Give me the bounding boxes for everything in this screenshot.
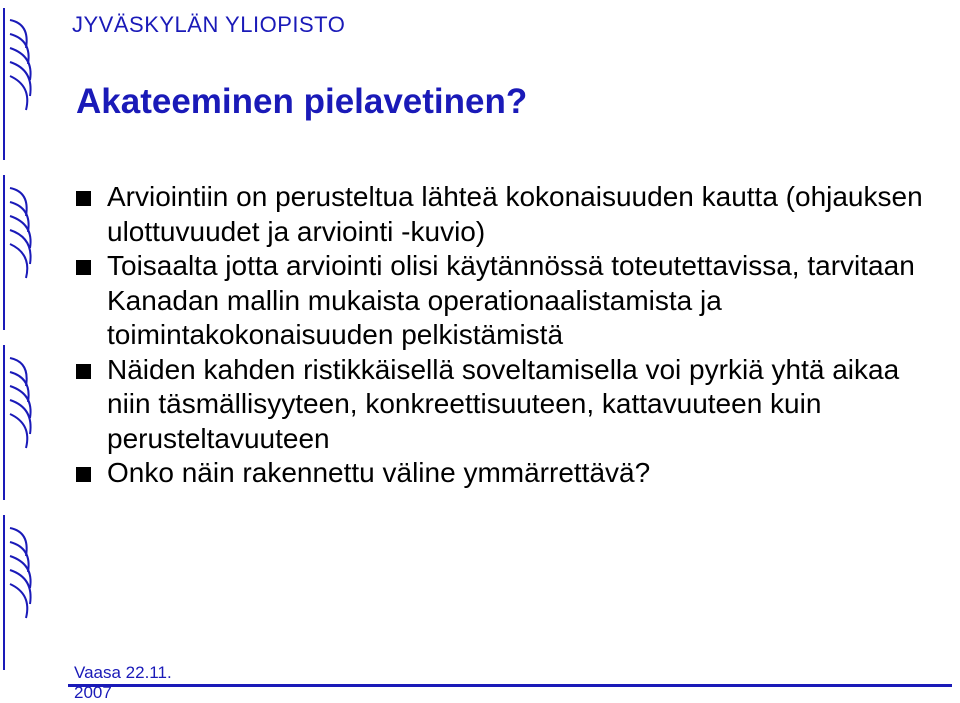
logo-emblem-2: [4, 175, 31, 330]
square-bullet-icon: [76, 260, 91, 275]
bullet-text: Arviointiin on perusteltua lähteä kokonaisuuden kautta (ohjauksen ulottuvuudet ja arviointi -kuvio): [107, 181, 923, 247]
bullet-text: Näiden kahden ristikkäisellä soveltamisella voi pyrkiä yhtä aikaa niin täsmällisyyteen, konkreettisuuteen, kattavuuteen kuin perusteltavuuteen: [107, 353, 900, 454]
bullet-list: [76, 180, 936, 491]
footer-date: Vaasa 22.11. 2007: [74, 663, 172, 702]
university-logo-sidebar: [0, 0, 42, 702]
square-bullet-icon: [76, 467, 91, 482]
bullet-item: [76, 180, 936, 249]
square-bullet-icon: [76, 191, 91, 206]
bullet-item: [76, 249, 936, 353]
bullet-item: [76, 353, 936, 457]
logo-emblem-1: [4, 8, 31, 160]
bullet-item: [76, 456, 936, 491]
logo-emblem-3: [4, 345, 31, 500]
slide-title: Akateeminen pielavetinen?: [76, 82, 528, 121]
bullet-text: Onko näin rakennettu väline ymmärrettävä?: [107, 457, 651, 488]
square-bullet-icon: [76, 364, 91, 379]
logo-emblem-4: [4, 515, 31, 670]
footer-divider: [68, 684, 952, 687]
bullet-text: Toisaalta jotta arviointi olisi käytännössä toteutettavissa, tarvitaan Kanadan mallin mukaista operationaalistamista ja toimintakokonaisuuden pelkistämistä: [107, 250, 915, 350]
institution-header: JYVÄSKYLÄN YLIOPISTO: [72, 12, 346, 37]
